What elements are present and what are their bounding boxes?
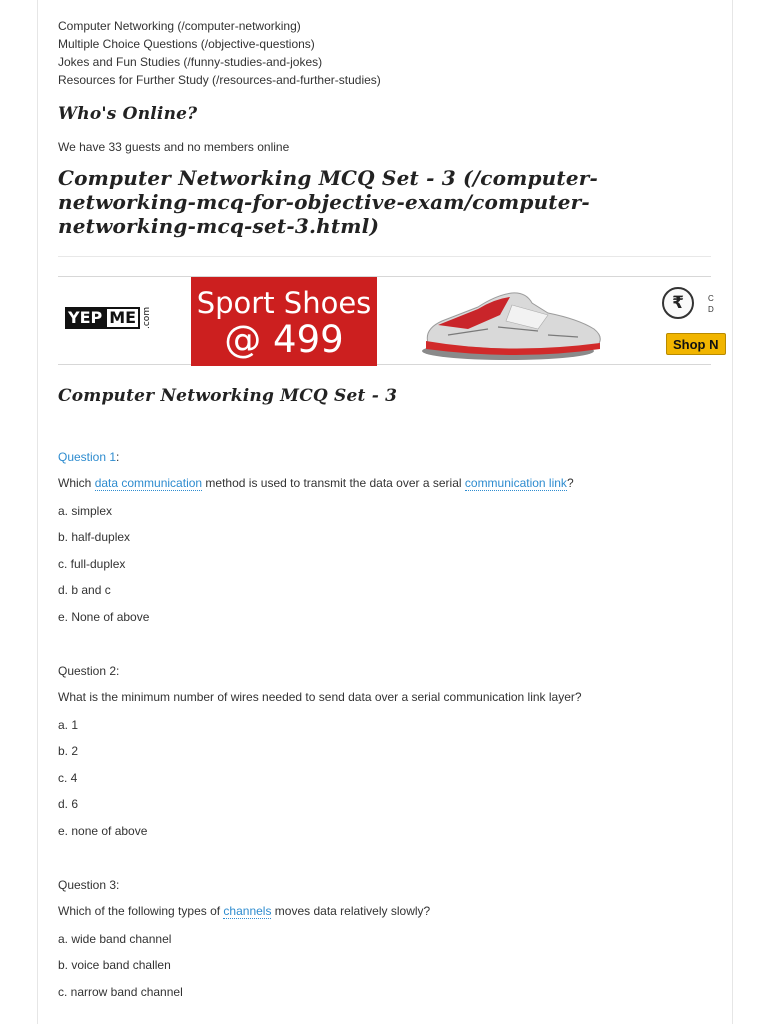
question-text-part: Which of the following types of <box>58 904 224 918</box>
ad-promo-panel <box>191 277 377 366</box>
question-text: What is the minimum number of wires needed to send data over a serial communication link layer? <box>58 690 582 704</box>
channels-link[interactable]: channels <box>223 904 272 918</box>
question-label-colon: : <box>116 450 120 464</box>
communication-link-link[interactable]: communication link <box>464 476 567 490</box>
question-text-part: method is used to transmit the data over a serial <box>202 476 465 490</box>
nav-link-list <box>58 17 381 89</box>
answer-option: d. b and c <box>58 583 111 597</box>
question-label <box>58 450 119 464</box>
yepme-logo <box>65 307 152 329</box>
answer-option: a. simplex <box>58 504 113 518</box>
ad-banner[interactable] <box>58 276 719 365</box>
article-title-link[interactable]: Computer Networking MCQ Set - 3 (/computer-networking-mcq-for-objective-exam/computer-networking-mcq-set-3.html) <box>58 166 599 238</box>
answer-option: b. half-duplex <box>58 530 131 544</box>
online-status-text: We have 33 guests and no members online <box>58 140 290 154</box>
question-label: Question 2: <box>58 664 120 678</box>
answer-option: e. None of above <box>58 610 150 624</box>
question-label: Question 3: <box>58 878 120 892</box>
answer-option: b. voice band challen <box>58 958 171 972</box>
question-text <box>58 476 574 490</box>
nav-link-objective-questions[interactable]: Multiple Choice Questions (/objective-questions) <box>58 37 315 51</box>
page-container <box>37 0 733 1024</box>
divider <box>58 256 711 257</box>
nav-link-computer-networking[interactable]: Computer Networking (/computer-networking) <box>58 19 301 33</box>
question-text-part: moves data relatively slowly? <box>271 904 431 918</box>
logo-part-com: .com <box>142 306 153 329</box>
answer-option: e. none of above <box>58 824 148 838</box>
whos-online-heading: Who's Online? <box>58 104 198 124</box>
sport-shoe-image <box>408 285 618 361</box>
question-text <box>58 904 430 918</box>
data-communication-link[interactable]: data communication <box>94 476 203 490</box>
ad-small-line: C <box>708 294 714 303</box>
ad-small-line: D <box>708 305 714 314</box>
answer-option: c. narrow band channel <box>58 985 183 999</box>
set-heading: Computer Networking MCQ Set - 3 <box>58 386 398 406</box>
logo-part-yep: YEP <box>65 307 105 329</box>
answer-option: c. 4 <box>58 771 78 785</box>
question-text-part: Which <box>58 476 95 490</box>
question-text-part: ? <box>566 476 574 490</box>
ad-promo-line1: Sport Shoes <box>196 286 372 320</box>
rupee-icon: ₹ <box>662 287 694 319</box>
shop-now-button[interactable]: Shop N <box>666 333 726 355</box>
nav-link-further-studies[interactable]: Resources for Further Study (/resources-and-further-studies) <box>58 73 381 87</box>
question-1-link[interactable]: Question 1 <box>58 450 117 464</box>
answer-option: a. wide band channel <box>58 932 172 946</box>
answer-option: b. 2 <box>58 744 79 758</box>
answer-option: c. full-duplex <box>58 557 126 571</box>
logo-part-me: ME <box>105 307 140 329</box>
ad-promo-price: @ 499 <box>224 318 344 361</box>
answer-option: a. 1 <box>58 718 79 732</box>
answer-option: d. 6 <box>58 797 79 811</box>
nav-link-funny-studies[interactable]: Jokes and Fun Studies (/funny-studies-and-jokes) <box>58 55 323 69</box>
ad-small-text <box>708 293 714 315</box>
